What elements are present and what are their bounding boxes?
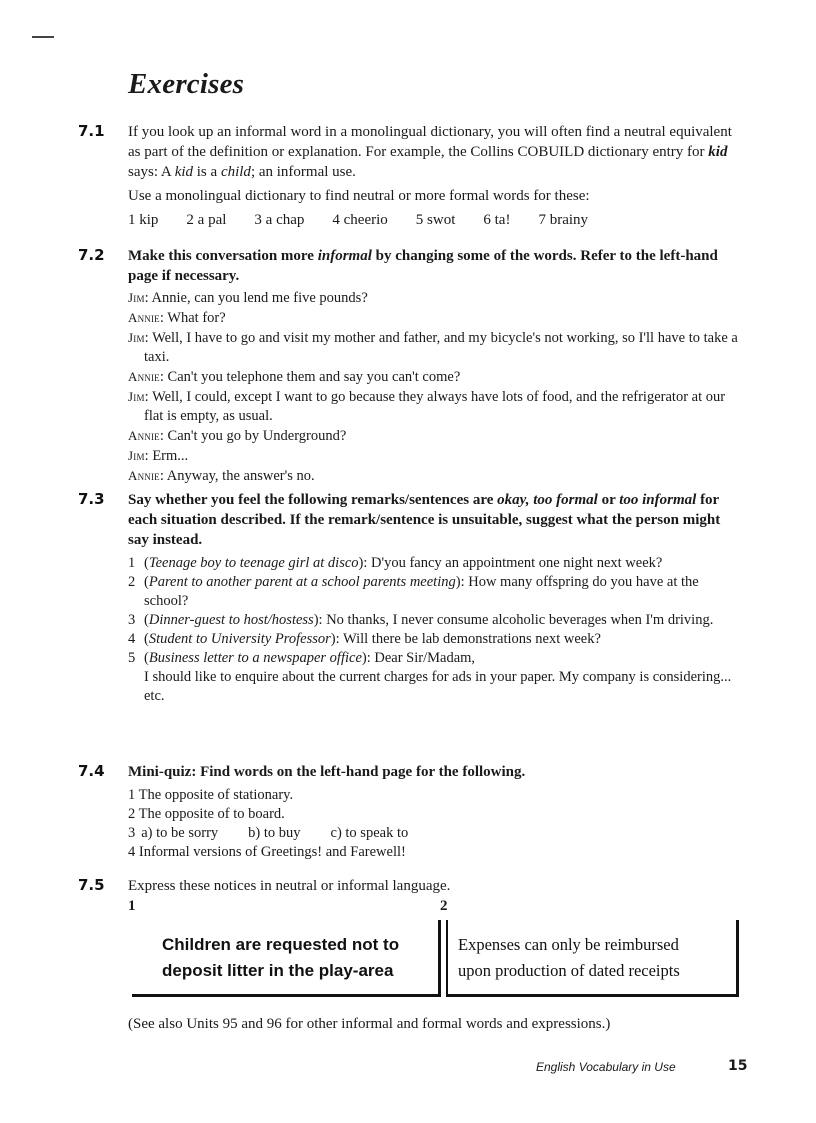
exercise-number: 7.5 (78, 876, 105, 894)
word-item: 6 ta! (483, 212, 511, 228)
exercise-7-3-instruction: Say whether you feel the following remarks/sentences are okay, too formal or too informal for each situation described. If the remark/sentence is unsuitable, suggest what the person might say instead. (128, 492, 721, 548)
exercise-number: 7.3 (78, 490, 105, 508)
word-item: 5 swot (415, 212, 456, 228)
notice-label: 2 (440, 898, 448, 914)
footer-book-title: English Vocabulary in Use (536, 1060, 676, 1074)
word-item: 1 kip (128, 212, 159, 228)
exercise-number: 7.2 (78, 246, 105, 264)
exercise-7-1-intro: If you look up an informal word in a monolingual dictionary, you will often find a neutral equivalent as part of the definition or explanation. For example, the Collins COBUILD dictionary entry for kid says: A kid is a child; an informal use. (128, 124, 732, 180)
remark-item: 1 (Teenage boy to teenage girl at disco): D'you fancy an appointment one night next week? (128, 555, 663, 571)
quiz-item: 3 a) to be sorry b) to buy c) to speak to (128, 825, 409, 841)
exercise-7-1-task: Use a monolingual dictionary to find neutral or more formal words for these: (128, 188, 590, 204)
word-list (128, 210, 738, 230)
word-item: 2 a pal (186, 212, 227, 228)
notice-label: 1 (128, 898, 136, 914)
page-title: Exercises (128, 68, 245, 100)
dialogue-line: Jim: Well, I have to go and visit my mother and father, and my bicycle's not working, so I'll have to take a taxi. (128, 330, 738, 365)
remark-item: 3 (Dinner-guest to host/hostess): No thanks, I never consume alcoholic beverages when I'm driving. (128, 612, 714, 628)
notice-box-1 (132, 920, 441, 997)
notice-text: Expenses can only be reimbursed upon production of dated receipts (458, 935, 680, 980)
remark-item: 4 (Student to University Professor): Will there be lab demonstrations next week? (128, 631, 601, 647)
cross-reference: (See also Units 95 and 96 for other informal and formal words and expressions.) (128, 1016, 611, 1032)
remark-list (128, 554, 738, 706)
exercise-7-5-instruction: Express these notices in neutral or informal language. (128, 878, 451, 894)
exercise-number: 7.1 (78, 122, 105, 140)
exercise-7-4-instruction: Mini-quiz: Find words on the left-hand page for the following. (128, 764, 526, 780)
page-number: 15 (728, 1058, 748, 1074)
dialogue-line: Annie: Anyway, the answer's no. (128, 468, 315, 484)
word-item: 7 brainy (538, 212, 589, 228)
notice-box-2 (446, 920, 739, 997)
remark-item: 2 (Parent to another parent at a school parents meeting): How many offspring do you have at the school? (128, 574, 699, 609)
margin-mark (32, 36, 54, 38)
dialogue-line: Annie: Can't you go by Underground? (128, 428, 347, 444)
notice-text: Children are requested not to deposit litter in the play-area (162, 935, 400, 980)
exercise-7-2-instruction: Make this conversation more informal by changing some of the words. Refer to the left-hand page if necessary. (128, 248, 718, 284)
dialogue (128, 288, 738, 486)
word-item: 4 cheerio (332, 212, 388, 228)
exercise-number: 7.4 (78, 762, 105, 780)
dialogue-line: Annie: What for? (128, 310, 226, 326)
quiz-list (128, 786, 738, 862)
remark-item: 5 (Business letter to a newspaper office): Dear Sir/Madam, I should like to enquire about the current charges for ads in your paper. My company is considering... etc. (128, 650, 732, 704)
quiz-item: 1 The opposite of stationary. (128, 787, 294, 803)
dialogue-line: Jim: Erm... (128, 448, 189, 464)
dialogue-line: Jim: Annie, can you lend me five pounds? (128, 290, 368, 306)
notice-labels (128, 896, 738, 916)
dialogue-line: Annie: Can't you telephone them and say you can't come? (128, 369, 461, 385)
dialogue-line: Jim: Well, I could, except I want to go because they always have lots of food, and the refrigerator at our flat is empty, as usual. (128, 389, 726, 424)
quiz-item: 4 Informal versions of Greetings! and Farewell! (128, 844, 406, 860)
word-item: 3 a chap (254, 212, 305, 228)
quiz-item: 2 The opposite of to board. (128, 806, 285, 822)
